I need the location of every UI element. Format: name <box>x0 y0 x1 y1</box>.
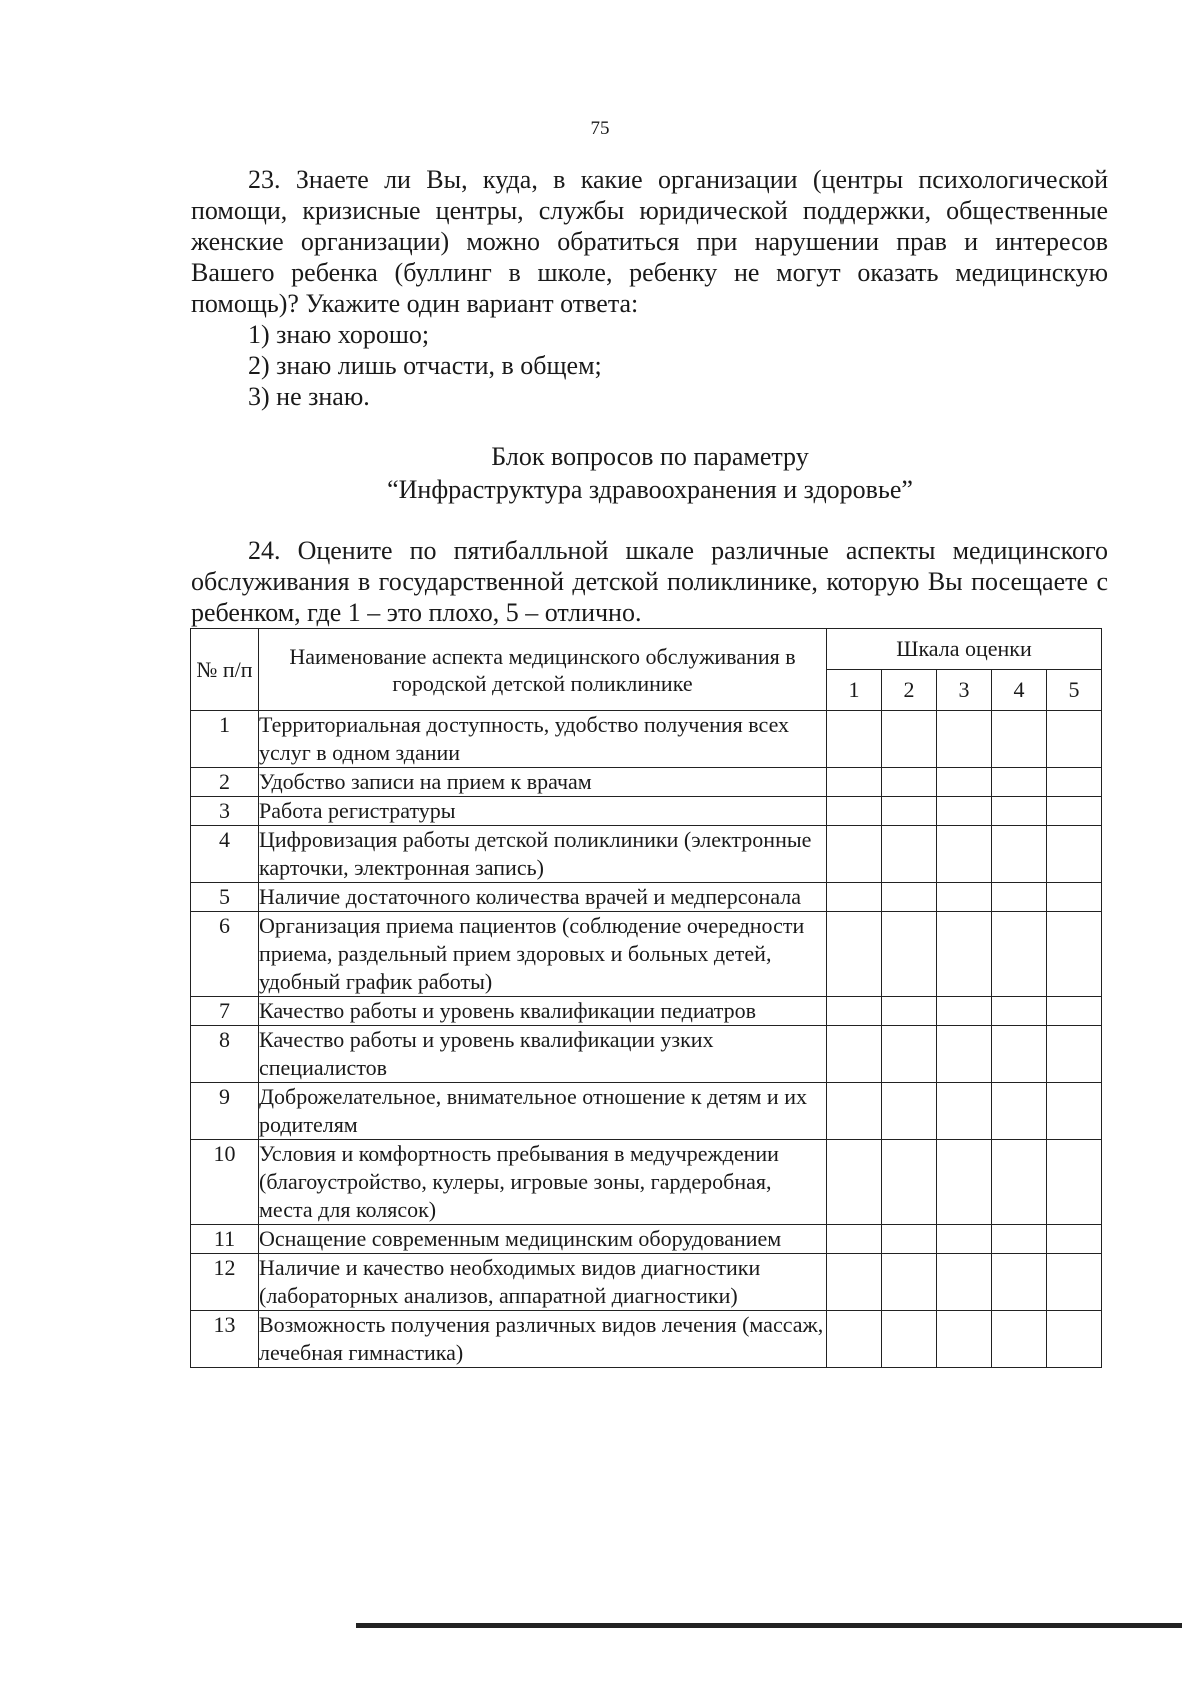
score-cell-4[interactable] <box>992 883 1047 912</box>
score-cell-3[interactable] <box>937 883 992 912</box>
table-row <box>191 1083 1102 1140</box>
table-row <box>191 1311 1102 1368</box>
table-row <box>191 997 1102 1026</box>
score-cell-2[interactable] <box>882 912 937 997</box>
score-cell-1[interactable] <box>827 768 882 797</box>
row-aspect: Наличие и качество необходимых видов диагностики (лабораторных анализов, аппаратной диагностики) <box>259 1254 827 1311</box>
row-aspect: Качество работы и уровень квалификации узких специалистов <box>259 1026 827 1083</box>
table-header-row <box>191 629 1102 670</box>
scale-value: 5 <box>1047 670 1102 711</box>
score-cell-2[interactable] <box>882 1083 937 1140</box>
score-cell-1[interactable] <box>827 1311 882 1368</box>
score-cell-3[interactable] <box>937 997 992 1026</box>
scale-value: 4 <box>992 670 1047 711</box>
score-cell-4[interactable] <box>992 768 1047 797</box>
header-number: № п/п <box>191 629 259 711</box>
score-cell-5[interactable] <box>1047 1026 1102 1083</box>
score-cell-1[interactable] <box>827 883 882 912</box>
score-cell-3[interactable] <box>937 797 992 826</box>
score-cell-5[interactable] <box>1047 797 1102 826</box>
row-number: 1 <box>191 711 259 768</box>
row-aspect: Условия и комфортность пребывания в медучреждении (благоустройство, кулеры, игровые зоны, гардеробная, места для колясок) <box>259 1140 827 1225</box>
score-cell-4[interactable] <box>992 1225 1047 1254</box>
question-23 <box>191 164 1108 412</box>
table-row <box>191 883 1102 912</box>
table-row <box>191 826 1102 883</box>
score-cell-1[interactable] <box>827 912 882 997</box>
score-cell-5[interactable] <box>1047 1083 1102 1140</box>
table-body <box>191 711 1102 1368</box>
score-cell-3[interactable] <box>937 912 992 997</box>
table-row <box>191 711 1102 768</box>
score-cell-3[interactable] <box>937 1026 992 1083</box>
answer-option: 3) не знаю. <box>248 382 370 411</box>
score-cell-3[interactable] <box>937 1225 992 1254</box>
score-cell-2[interactable] <box>882 826 937 883</box>
row-number: 12 <box>191 1254 259 1311</box>
row-aspect: Доброжелательное, внимательное отношение к детям и их родителям <box>259 1083 827 1140</box>
score-cell-4[interactable] <box>992 997 1047 1026</box>
score-cell-4[interactable] <box>992 1254 1047 1311</box>
answer-option: 2) знаю лишь отчасти, в общем; <box>248 351 602 380</box>
block-heading <box>0 440 1200 506</box>
score-cell-2[interactable] <box>882 1311 937 1368</box>
score-cell-2[interactable] <box>882 1225 937 1254</box>
score-cell-1[interactable] <box>827 797 882 826</box>
table-row <box>191 1254 1102 1311</box>
row-aspect: Возможность получения различных видов лечения (массаж, лечебная гимнастика) <box>259 1311 827 1368</box>
row-aspect: Организация приема пациентов (соблюдение очередности приема, раздельный прием здоровых и больных детей, удобный график работы) <box>259 912 827 997</box>
table-row <box>191 1026 1102 1083</box>
question-24-text: 24. Оцените по пятибалльной шкале различные аспекты медицинского обслуживания в государственной детской поликлинике, которую Вы посещаете с ребенком, где 1 – это плохо, 5 – отлично. <box>191 536 1108 627</box>
score-cell-2[interactable] <box>882 1140 937 1225</box>
score-cell-4[interactable] <box>992 1140 1047 1225</box>
score-cell-5[interactable] <box>1047 912 1102 997</box>
score-cell-5[interactable] <box>1047 1140 1102 1225</box>
score-cell-5[interactable] <box>1047 1225 1102 1254</box>
score-cell-3[interactable] <box>937 1254 992 1311</box>
score-cell-1[interactable] <box>827 711 882 768</box>
row-number: 4 <box>191 826 259 883</box>
score-cell-2[interactable] <box>882 1254 937 1311</box>
score-cell-1[interactable] <box>827 1140 882 1225</box>
score-cell-2[interactable] <box>882 883 937 912</box>
score-cell-4[interactable] <box>992 711 1047 768</box>
row-aspect: Оснащение современным медицинским оборудованием <box>259 1225 827 1254</box>
row-aspect: Качество работы и уровень квалификации педиатров <box>259 997 827 1026</box>
score-cell-5[interactable] <box>1047 1311 1102 1368</box>
score-cell-5[interactable] <box>1047 711 1102 768</box>
row-aspect: Наличие достаточного количества врачей и медперсонала <box>259 883 827 912</box>
score-cell-4[interactable] <box>992 826 1047 883</box>
page-number: 75 <box>590 118 610 139</box>
score-cell-1[interactable] <box>827 1254 882 1311</box>
score-cell-2[interactable] <box>882 768 937 797</box>
row-number: 10 <box>191 1140 259 1225</box>
score-cell-2[interactable] <box>882 797 937 826</box>
score-cell-4[interactable] <box>992 797 1047 826</box>
score-cell-1[interactable] <box>827 1225 882 1254</box>
table-row <box>191 1225 1102 1254</box>
block-heading-line-2: “Инфраструктура здравоохранения и здоровье” <box>387 475 913 504</box>
score-cell-1[interactable] <box>827 1026 882 1083</box>
score-cell-5[interactable] <box>1047 826 1102 883</box>
row-aspect: Территориальная доступность, удобство получения всех услуг в одном здании <box>259 711 827 768</box>
score-cell-2[interactable] <box>882 997 937 1026</box>
row-number: 6 <box>191 912 259 997</box>
row-number: 7 <box>191 997 259 1026</box>
table-row <box>191 912 1102 997</box>
row-number: 5 <box>191 883 259 912</box>
score-cell-5[interactable] <box>1047 1254 1102 1311</box>
rating-table <box>190 628 1102 1368</box>
score-cell-5[interactable] <box>1047 768 1102 797</box>
score-cell-1[interactable] <box>827 826 882 883</box>
row-number: 13 <box>191 1311 259 1368</box>
score-cell-5[interactable] <box>1047 997 1102 1026</box>
row-aspect: Работа регистратуры <box>259 797 827 826</box>
row-aspect: Цифровизация работы детской поликлиники (электронные карточки, электронная запись) <box>259 826 827 883</box>
score-cell-2[interactable] <box>882 711 937 768</box>
question-23-options <box>191 319 1108 412</box>
row-aspect: Удобство записи на прием к врачам <box>259 768 827 797</box>
score-cell-4[interactable] <box>992 1083 1047 1140</box>
header-scale: Шкала оценки <box>827 629 1102 670</box>
score-cell-3[interactable] <box>937 711 992 768</box>
row-number: 11 <box>191 1225 259 1254</box>
table-row <box>191 1140 1102 1225</box>
score-cell-5[interactable] <box>1047 883 1102 912</box>
scale-value: 1 <box>827 670 882 711</box>
score-cell-3[interactable] <box>937 1311 992 1368</box>
row-number: 2 <box>191 768 259 797</box>
score-cell-3[interactable] <box>937 1140 992 1225</box>
question-23-text: 23. Знаете ли Вы, куда, в какие организации (центры психологической помощи, кризисные центры, службы юридической поддержки, общественные женские организации) можно обратиться при нарушении прав и интересов Вашего ребенка (буллинг в школе, ребенку не могут оказать медицинскую помощь)? Укажите один вариант ответа: <box>191 165 1108 318</box>
table-row <box>191 768 1102 797</box>
row-number: 9 <box>191 1083 259 1140</box>
score-cell-3[interactable] <box>937 768 992 797</box>
score-cell-3[interactable] <box>937 826 992 883</box>
scale-value: 3 <box>937 670 992 711</box>
score-cell-1[interactable] <box>827 997 882 1026</box>
table-row <box>191 797 1102 826</box>
footer-divider <box>356 1623 1182 1628</box>
row-number: 3 <box>191 797 259 826</box>
block-heading-line-1: Блок вопросов по параметру <box>491 442 809 471</box>
scale-value: 2 <box>882 670 937 711</box>
answer-option: 1) знаю хорошо; <box>248 320 430 349</box>
score-cell-1[interactable] <box>827 1083 882 1140</box>
score-cell-3[interactable] <box>937 1083 992 1140</box>
score-cell-4[interactable] <box>992 1026 1047 1083</box>
score-cell-4[interactable] <box>992 1311 1047 1368</box>
score-cell-4[interactable] <box>992 912 1047 997</box>
score-cell-2[interactable] <box>882 1026 937 1083</box>
row-number: 8 <box>191 1026 259 1083</box>
header-aspect-name: Наименование аспекта медицинского обслуживания в городской детской поликлинике <box>259 629 827 711</box>
